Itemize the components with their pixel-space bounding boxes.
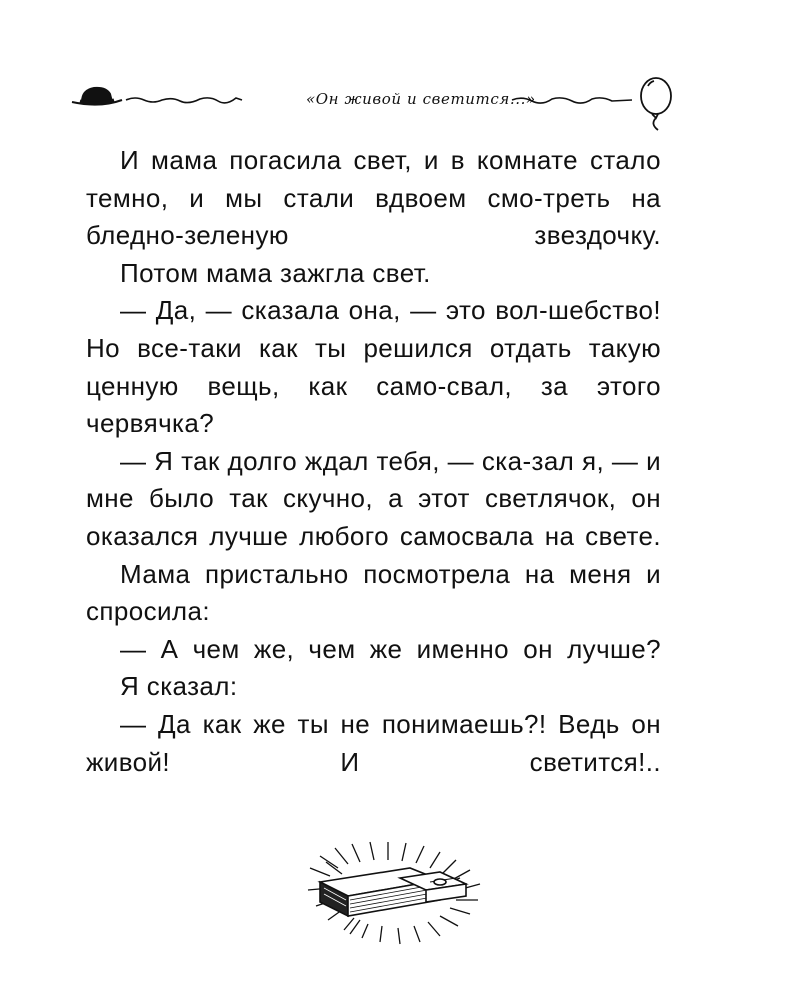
running-title: «Он живой и светится...» bbox=[306, 90, 536, 108]
balloon-icon bbox=[641, 78, 671, 130]
paragraph: Мама пристально посмотрела на меня и спросила: bbox=[86, 558, 661, 627]
running-header bbox=[60, 72, 680, 132]
body-text bbox=[86, 142, 661, 781]
paragraph: Потом мама зажгла свет. bbox=[120, 257, 431, 288]
paragraph: — Я так долго ждал тебя, — ска-зал я, — и мне было так скучно, а этот светлячок, он оказался лучше любого самосвала на свете. bbox=[86, 445, 661, 551]
paragraph: — А чем же, чем же именно он лучше? bbox=[120, 633, 661, 664]
hat-icon bbox=[72, 88, 122, 105]
paragraph: — Да, — сказала она, — это вол-шебство! Но все-таки как ты решился отдать такую ценную вещь, как само-свал, за этого червячка? bbox=[86, 295, 661, 439]
paragraph: — Да как же ты не понимаешь?! Ведь он живой! И светится!.. bbox=[86, 708, 661, 777]
matchbox-icon bbox=[320, 868, 466, 916]
left-squiggle bbox=[126, 98, 242, 103]
paragraph: Я сказал: bbox=[120, 671, 238, 702]
paragraph: И мама погасила свет, и в комнате стало темно, и мы стали вдвоем смо-треть на бледно-зеленую звездочку. bbox=[86, 145, 661, 251]
matchbox-illustration bbox=[290, 838, 510, 948]
